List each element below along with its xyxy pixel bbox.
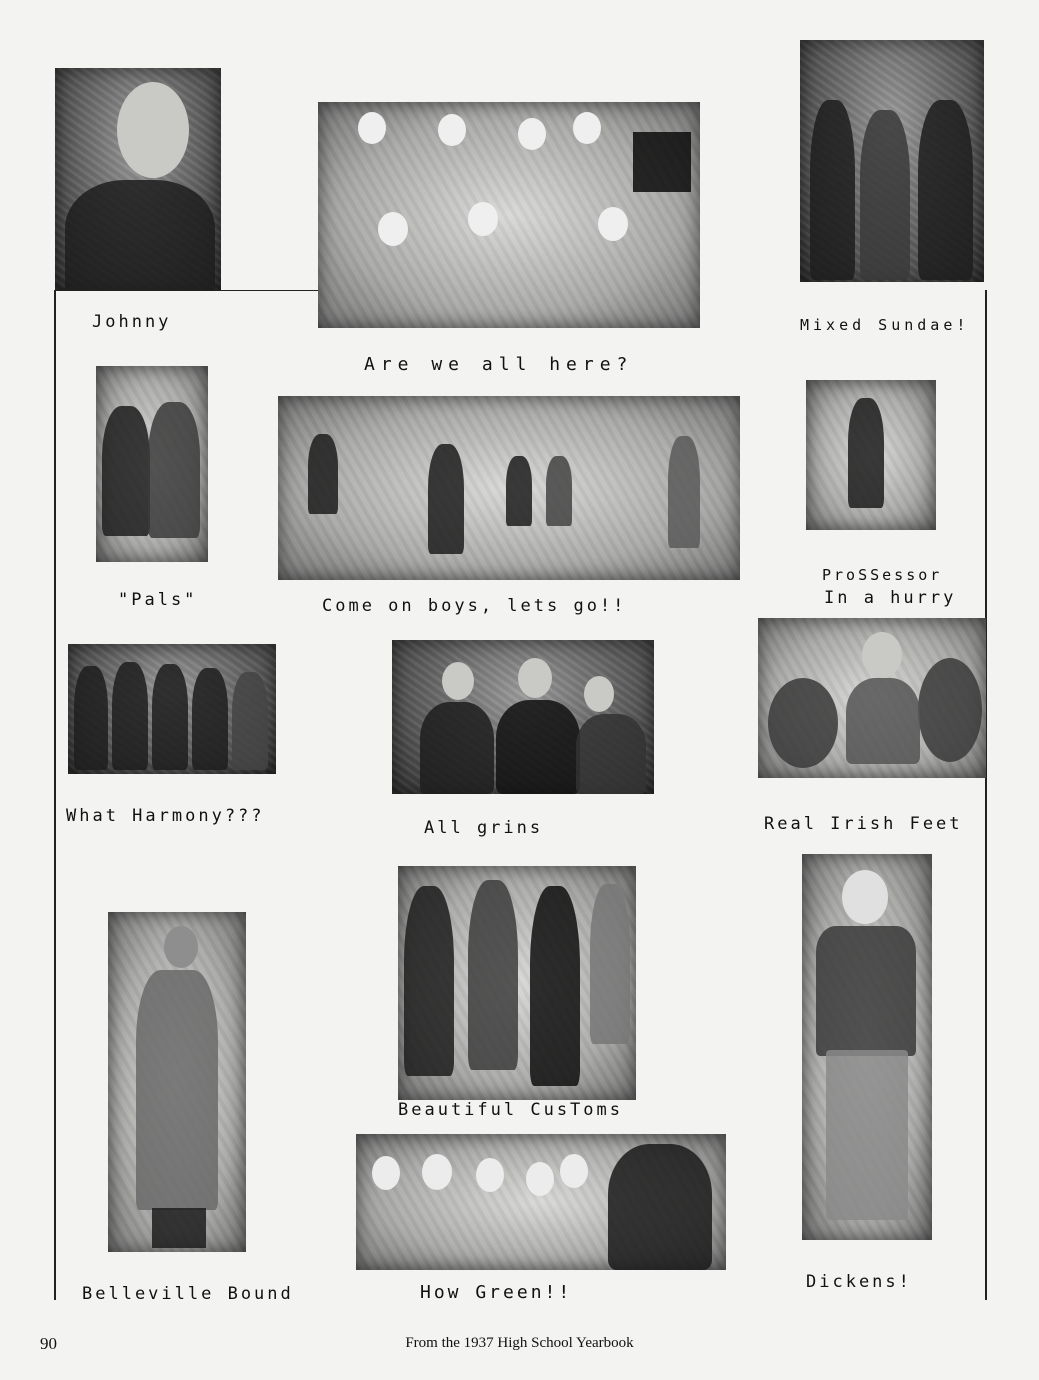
photo-group-are-we-all-here [318, 102, 700, 328]
photo-belleville-bound [108, 912, 246, 1252]
caption-mixed-sundae: Mixed Sundae! [800, 316, 970, 334]
photo-mixed-sundae [800, 40, 984, 282]
left-border-line [54, 290, 56, 1300]
caption-dickens: Dickens! [806, 1272, 912, 1292]
caption-belleville-bound: Belleville Bound [82, 1284, 294, 1304]
caption-johnny: Johnny [92, 312, 172, 332]
photo-beautiful-customs [398, 866, 636, 1100]
photo-pals [96, 366, 208, 562]
top-rule-line [56, 290, 318, 291]
photo-johnny-portrait [55, 68, 221, 290]
source-caption: From the 1937 High School Yearbook [405, 1335, 634, 1351]
caption-are-we-all-here: Are we all here? [364, 354, 634, 375]
caption-beautiful-customs: Beautiful CusToms [398, 1100, 623, 1120]
caption-pals: "Pals" [118, 590, 198, 610]
photo-all-grins [392, 640, 654, 794]
caption-what-harmony: What Harmony??? [66, 806, 265, 826]
caption-in-a-hurry: In a hurry [824, 588, 957, 608]
caption-how-green: How Green!! [420, 1282, 573, 1303]
photo-what-harmony [68, 644, 276, 774]
caption-come-on-boys: Come on boys, lets go!! [322, 596, 627, 616]
photo-real-irish-feet [758, 618, 986, 778]
right-border-line [985, 290, 987, 1300]
caption-prossessor: ProSSessor [822, 566, 943, 584]
photo-come-on-boys [278, 396, 740, 580]
caption-all-grins: All grins [424, 818, 544, 838]
photo-how-green [356, 1134, 726, 1270]
caption-real-irish-feet: Real Irish Feet [764, 814, 963, 834]
photo-dickens [802, 854, 932, 1240]
page-number: 90 [40, 1334, 57, 1353]
photo-professor-in-a-hurry [806, 380, 936, 530]
